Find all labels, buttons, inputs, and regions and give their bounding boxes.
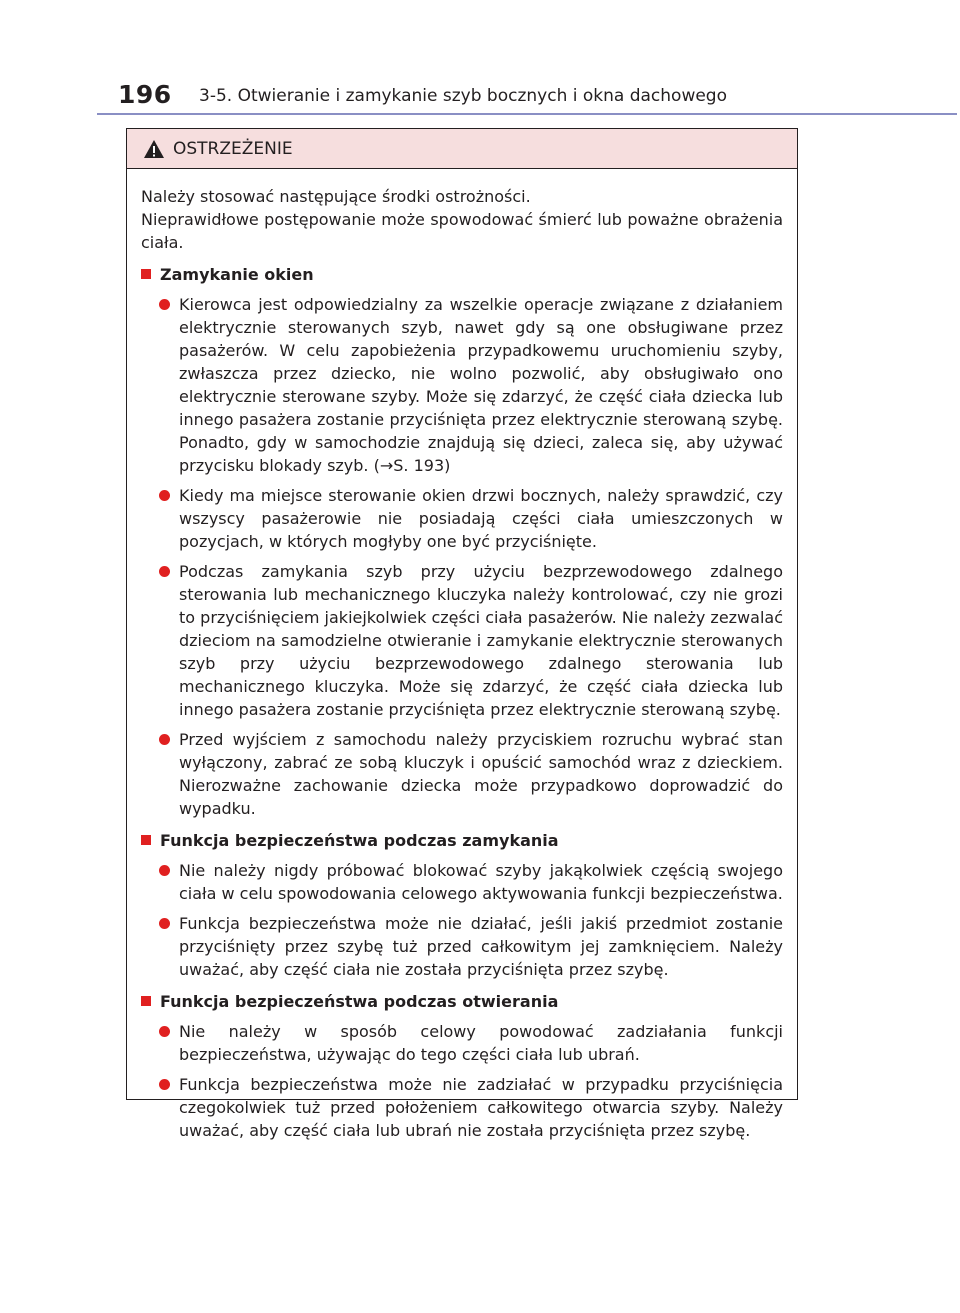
list-item [141,859,783,905]
bullet-text: Przed wyjściem z samochodu należy przyciskiem rozruchu wybrać stan wyłączony, zabrać ze sobą kluczyk i opuścić samochód wraz z dzieckiem. Nierozważne zachowanie dziecka może przypadkowo doprowadzić do wypadku. [179,730,783,818]
red-square-icon [141,835,151,845]
section-heading [141,828,783,852]
list-item [141,1073,783,1142]
red-bullet-icon [159,299,170,310]
red-bullet-icon [159,734,170,745]
warning-title: OSTRZEŻENIE [173,138,293,159]
red-bullet-icon [159,1079,170,1090]
bullet-text: Kierowca jest odpowiedzialny za wszelkie operacje związane z działaniem elektrycznie sterowanych szyb, nawet gdy są one obsługiwane przez pasażerów. W celu zapobieżenia przypadkowemu uruchomieniu szyby, zwłaszcza przez dziecko, nie wolno pozwolić, aby obsługiwało ono elektrycznie sterowane szyby. Może się zdarzyć, że część ciała dziecka lub innego pasażera zostanie przyciśnięta przez elektrycznie sterowaną szybę. Ponadto, gdy w samochodzie znajdują się dzieci, zaleca się, aby używać przycisku blokady szyb. (→S. 193) [179,295,783,475]
warning-header [127,129,797,169]
list-item [141,484,783,553]
list-item [141,560,783,721]
section-heading-text: Funkcja bezpieczeństwa podczas zamykania [160,830,559,850]
list-item [141,728,783,820]
section-heading [141,989,783,1013]
warning-triangle-icon [143,139,165,159]
page-header [0,0,960,118]
warning-box [126,128,798,1140]
section-heading-text: Zamykanie okien [160,264,314,284]
header-rule [97,113,957,115]
bullet-text: Nie należy w sposób celowy powodować zadziałania funkcji bezpieczeństwa, używając do tego części ciała lub ubrań. [179,1022,783,1064]
red-bullet-icon [159,865,170,876]
intro-line: Nieprawidłowe postępowanie może spowodować śmierć lub poważne obrażenia ciała. [141,210,783,252]
bullet-text: Nie należy nigdy próbować blokować szyby jakąkolwiek częścią swojego ciała w celu spowodowania celowego aktywowania funkcji bezpieczeństwa. [179,861,783,903]
section-heading [141,262,783,286]
red-bullet-icon [159,490,170,501]
bullet-text: Kiedy ma miejsce sterowanie okien drzwi bocznych, należy sprawdzić, czy wszyscy pasażerowie nie posiadają części ciała umieszczonych w pozycjach, w których mogłyby one być przyciśnięte. [179,486,783,551]
red-bullet-icon [159,1026,170,1037]
bullet-text: Funkcja bezpieczeństwa może nie działać, jeśli jakiś przedmiot zostanie przyciśnięty przez szybę tuż przed całkowitym jej zamknięciem. Należy uważać, aby część ciała nie została przyciśnięta przez szybę. [179,914,783,979]
bullet-text: Podczas zamykania szyb przy użyciu bezprzewodowego zdalnego sterowania lub mechanicznego kluczyka należy kontrolować, czy nie grozi to przyciśnięciem jakiejkolwiek części ciała pasażerów. Nie należy zezwalać dzieciom na samodzielne otwieranie i zamykanie elektrycznie sterowanych szyb przy użyciu bezprzewodowego zdalnego sterowania lub mechanicznego kluczyka. Może się zdarzyć, że część ciała dziecka lub innego pasażera zostanie przyciśnięta przez elektrycznie sterowaną szybę. [179,562,783,719]
red-square-icon [141,269,151,279]
warning-body [127,169,797,1142]
section-title: 3-5. Otwieranie i zamykanie szyb bocznych i okna dachowego [199,86,727,106]
page-number: 196 [118,80,172,109]
list-item [141,293,783,477]
warning-intro [141,185,783,254]
list-item [141,1020,783,1066]
red-bullet-icon [159,566,170,577]
section-heading-text: Funkcja bezpieczeństwa podczas otwierania [160,991,559,1011]
bullet-text: Funkcja bezpieczeństwa może nie zadziałać w przypadku przyciśnięcia czegokolwiek tuż przed położeniem całkowitego otwarcia szyby. Należy uważać, aby część ciała lub ubrań nie została przyciśnięta przez szybę. [179,1075,783,1140]
red-square-icon [141,996,151,1006]
red-bullet-icon [159,918,170,929]
list-item [141,912,783,981]
intro-line: Należy stosować następujące środki ostrożności. [141,187,531,206]
